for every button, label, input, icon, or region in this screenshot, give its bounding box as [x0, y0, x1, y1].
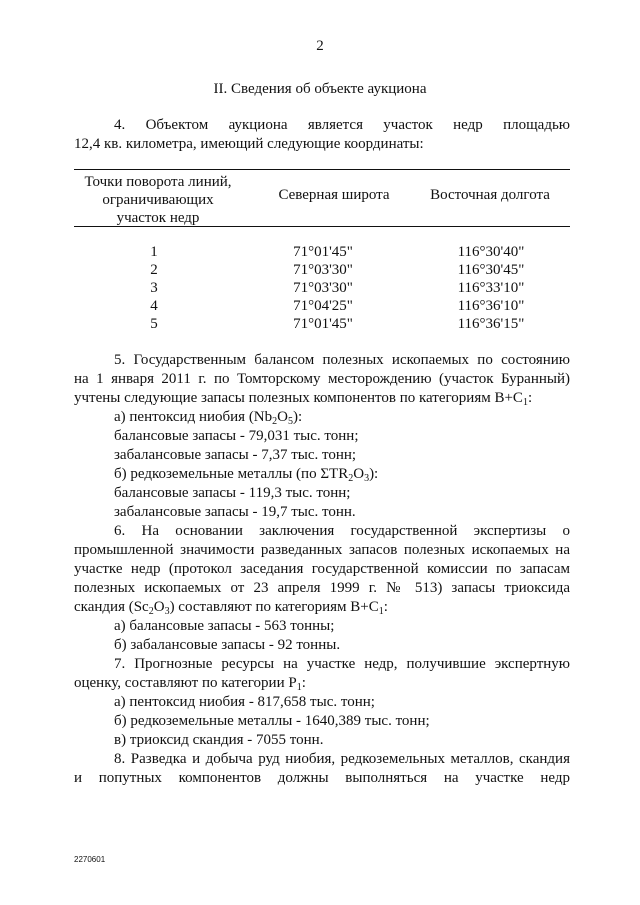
section-title: II. Сведения об объекте аукциона	[213, 81, 427, 97]
item-6-a: а) балансовые запасы - 563 тонны;	[114, 618, 335, 634]
cell-point: 5	[150, 316, 158, 332]
item-6-line-2: промышленной значимости разведанных запасов полезных ископаемых на	[74, 542, 570, 558]
cell-lat: 71°04'25"	[293, 298, 353, 314]
table-row	[74, 280, 570, 298]
cell-lat: 71°03'30"	[293, 262, 353, 278]
cell-lon: 116°36'15"	[457, 316, 525, 332]
table-row	[74, 262, 570, 280]
item-6-line-3: участке недр (протокол заседания государственной комиссии по запасам	[74, 561, 570, 577]
item-4-line-2: 12,4 кв. километра, имеющий следующие координаты:	[74, 136, 424, 152]
item-4-line-1: 4. Объектом аукциона является участок недр площадью	[114, 117, 570, 133]
item-7-b: б) редкоземельные металлы - 1640,389 тыс. тонн;	[114, 713, 430, 729]
item-6-line-4: полезных ископаемых от 23 апреля 1999 г. № 513) запасы триоксида	[74, 580, 570, 596]
item-7-a: а) пентоксид ниобия - 817,658 тыс. тонн;	[114, 694, 375, 710]
cell-point: 3	[150, 280, 158, 296]
cell-lat: 71°01'45"	[293, 316, 353, 332]
item-5-line-3: учтены следующие запасы полезных компонентов по категориям $B+C_1$:	[74, 390, 533, 408]
footer-code: 2270601	[74, 855, 106, 864]
item-7-line-2: оценку, составляют по категории $P_1$:	[74, 675, 306, 693]
table-row	[74, 244, 570, 262]
item-7-c: в) триоксид скандия - 7055 тонн.	[114, 732, 324, 748]
item-5-line-2: на 1 января 2011 г. по Томторскому месторождению (участок Буранный)	[74, 371, 570, 387]
item-5-b-offbalance: забалансовые запасы - 19,7 тыс. тонн.	[114, 504, 356, 520]
header-north-latitude: Северная широта	[278, 187, 390, 203]
header-east-longitude: Восточная долгота	[430, 187, 550, 203]
item-7-line-1: 7. Прогнозные ресурсы на участке недр, получившие экспертную	[114, 656, 570, 672]
item-8-line-1: 8. Разведка и добыча руд ниобия, редкоземельных металлов, скандия	[114, 751, 570, 767]
item-5-b: б) редкоземельные металлы (по $\Sigma TR_2O_3$):	[114, 466, 379, 484]
item-6-b: б) забалансовые запасы - 92 тонны.	[114, 637, 341, 653]
item-5-a: а) пентоксид ниобия $(Nb_2O_5)$:	[114, 409, 303, 427]
table-header	[74, 169, 570, 227]
table-body	[74, 244, 570, 334]
item-8-line-2: и попутных компонентов должны выполняться на участке недр	[74, 770, 570, 786]
cell-lon: 116°30'45"	[457, 262, 525, 278]
item-6-line-1: 6. На основании заключения государственной экспертизы о	[114, 523, 570, 539]
cell-point: 1	[150, 244, 158, 260]
cell-lon: 116°30'40"	[457, 244, 525, 260]
item-5-a-balance: балансовые запасы - 79,031 тыс. тонн;	[114, 428, 359, 444]
header-points: Точки поворота линий, ограничивающих участок недр	[84, 174, 232, 226]
item-4-paragraph	[74, 116, 570, 154]
body-text	[74, 351, 570, 788]
table-row	[74, 298, 570, 316]
cell-lat: 71°01'45"	[293, 244, 353, 260]
item-5-a-offbalance: забалансовые запасы - 7,37 тыс. тонн;	[114, 447, 357, 463]
coordinates-table	[74, 169, 570, 334]
item-6-line-5: скандия $(Sc_2O_3)$ составляют по категориям $B+C_1$:	[74, 599, 388, 617]
item-5-line-1: 5. Государственным балансом полезных ископаемых по состоянию	[114, 352, 570, 368]
table-row	[74, 316, 570, 334]
cell-point: 4	[150, 298, 158, 314]
cell-lon: 116°36'10"	[457, 298, 525, 314]
cell-lon: 116°33'10"	[457, 280, 525, 296]
item-5-b-balance: балансовые запасы - 119,3 тыс. тонн;	[114, 485, 351, 501]
cell-lat: 71°03'30"	[293, 280, 353, 296]
page-number: 2	[316, 38, 324, 54]
cell-point: 2	[150, 262, 158, 278]
